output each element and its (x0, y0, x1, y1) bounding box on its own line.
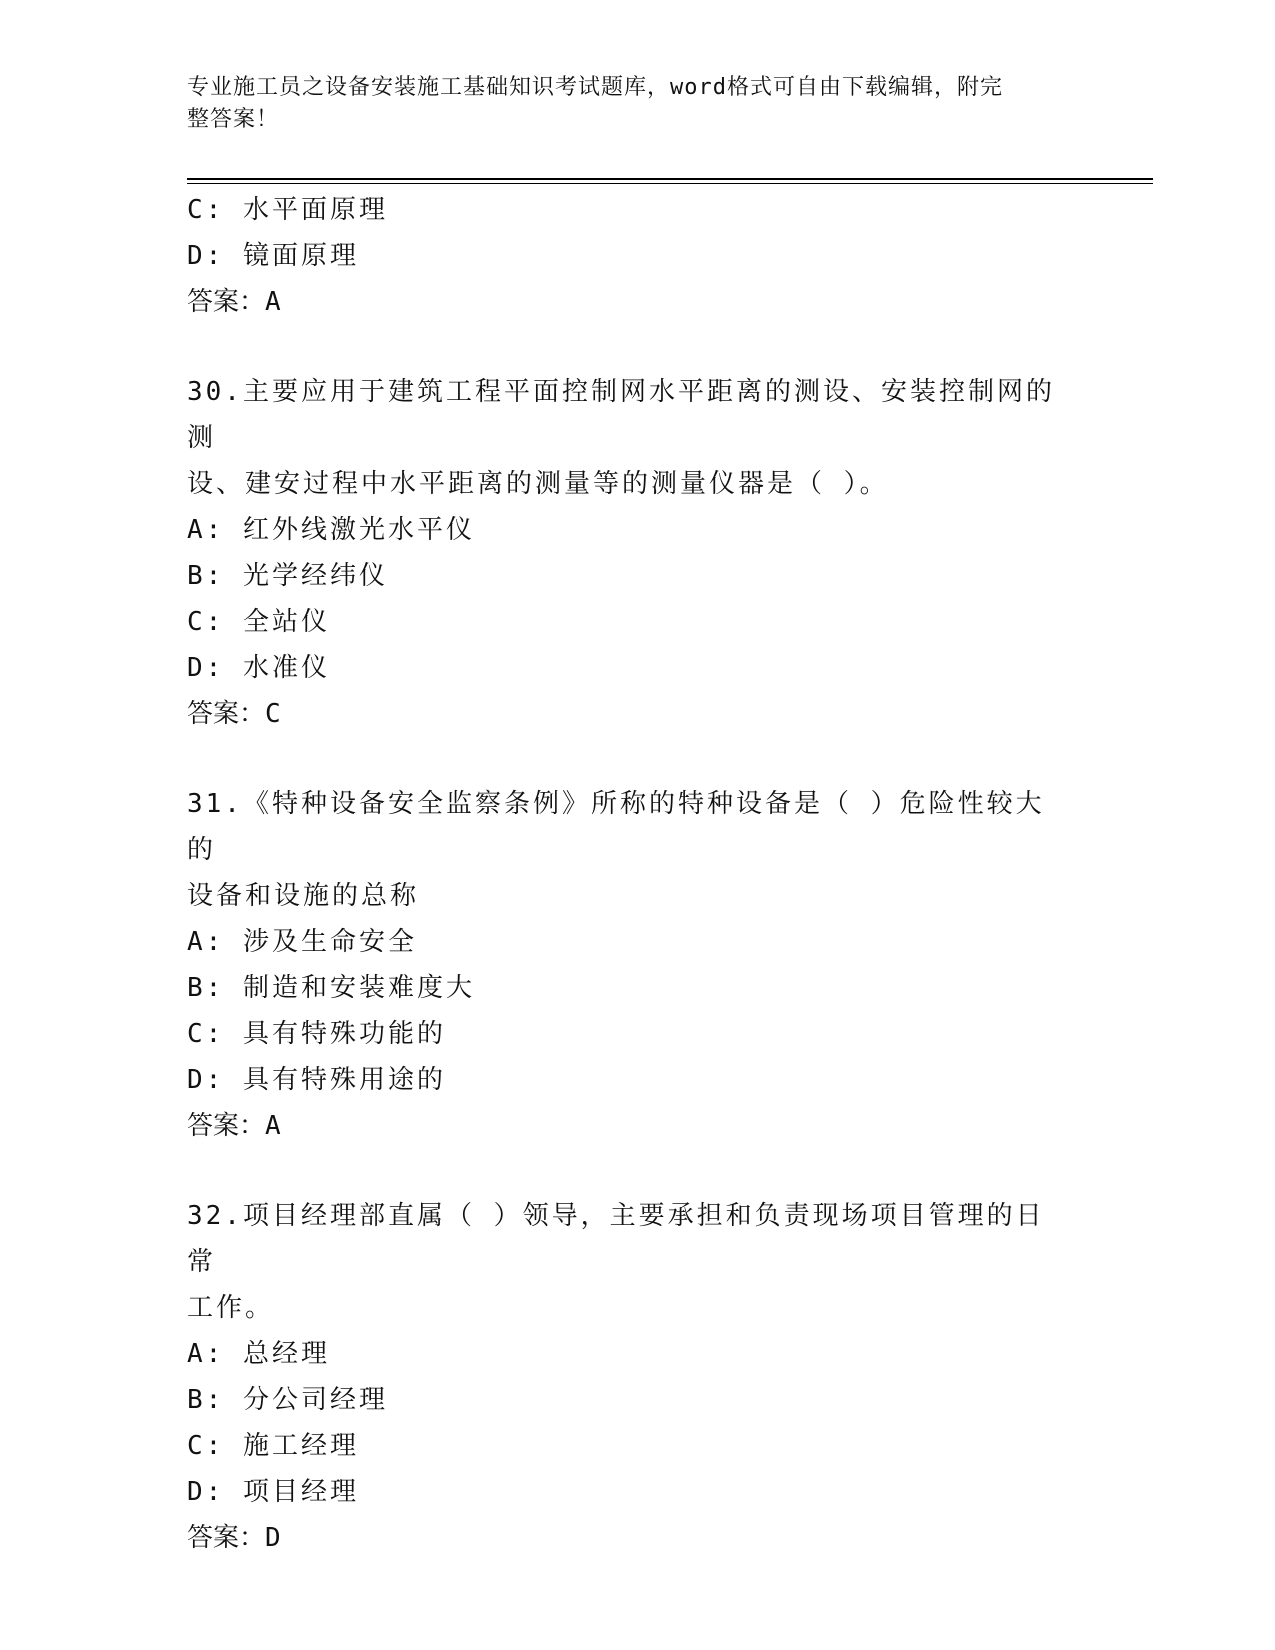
question-stem (187, 369, 1067, 507)
question-stem-line: 设备和设施的总称 (187, 881, 420, 911)
option-text: 施工经理 (242, 1431, 359, 1461)
answer-value: C (265, 699, 284, 729)
answer-label: 答案： (187, 1111, 266, 1141)
option-key: D: (187, 1065, 225, 1095)
question-list (187, 187, 1087, 1561)
header-divider-thick (187, 178, 1153, 180)
question-stem-line: 设、建安过程中水平距离的测量等的测量仪器是（ ）。 (187, 469, 889, 499)
option-text: 制造和安装难度大 (242, 973, 475, 1003)
option-text: 涉及生命安全 (242, 927, 417, 957)
previous-question-tail (187, 187, 1087, 325)
option-key: B: (187, 973, 225, 1003)
option-text: 分公司经理 (242, 1385, 388, 1415)
answer-line (187, 691, 1087, 737)
question-30 (187, 369, 1087, 737)
question-stem-line: 31.《特种设备安全监察条例》所称的特种设备是（ ）危险性较大的 (187, 789, 1045, 865)
option-key: C: (187, 607, 225, 637)
header-divider-thin (187, 183, 1153, 184)
option-key: C: (187, 1431, 225, 1461)
answer-value: A (265, 287, 284, 317)
answer-value: D (265, 1523, 284, 1553)
option-c (187, 1011, 1087, 1057)
answer-label: 答案： (187, 287, 266, 317)
question-32 (187, 1193, 1087, 1561)
option-text: 水准仪 (242, 653, 330, 683)
option-c (187, 187, 1087, 233)
option-text: 镜面原理 (242, 241, 359, 271)
header-line-2: 整答案！ (187, 107, 280, 132)
option-a (187, 919, 1087, 965)
option-text: 全站仪 (242, 607, 330, 637)
answer-label: 答案： (187, 699, 266, 729)
question-stem-line: 30.主要应用于建筑工程平面控制网水平距离的测设、安装控制网的测 (187, 377, 1055, 453)
answer-label: 答案： (187, 1523, 266, 1553)
option-key: A: (187, 515, 225, 545)
option-b (187, 553, 1087, 599)
option-key: C: (187, 1019, 225, 1049)
option-b (187, 1377, 1087, 1423)
option-c (187, 1423, 1087, 1469)
option-key: A: (187, 927, 225, 957)
document-header (187, 72, 1077, 136)
option-d (187, 1469, 1087, 1515)
option-text: 总经理 (242, 1339, 330, 1369)
header-line-1: 专业施工员之设备安装施工基础知识考试题库，word格式可自由下载编辑，附完 (187, 75, 1003, 100)
answer-line (187, 279, 1087, 325)
option-a (187, 507, 1087, 553)
question-stem-line: 32.项目经理部直属（ ）领导，主要承担和负责现场项目管理的日常 (187, 1201, 1045, 1277)
option-text: 具有特殊用途的 (242, 1065, 446, 1095)
option-key: D: (187, 1477, 225, 1507)
option-text: 具有特殊功能的 (242, 1019, 446, 1049)
answer-line (187, 1515, 1087, 1561)
option-key: D: (187, 241, 225, 271)
option-d (187, 1057, 1087, 1103)
option-d (187, 233, 1087, 279)
question-stem-line: 工作。 (187, 1293, 275, 1323)
option-key: C: (187, 195, 225, 225)
option-text: 项目经理 (242, 1477, 359, 1507)
answer-line (187, 1103, 1087, 1149)
option-key: A: (187, 1339, 225, 1369)
option-b (187, 965, 1087, 1011)
option-key: B: (187, 561, 225, 591)
question-stem (187, 1193, 1067, 1331)
option-c (187, 599, 1087, 645)
question-31 (187, 781, 1087, 1149)
answer-value: A (265, 1111, 284, 1141)
option-key: B: (187, 1385, 225, 1415)
option-text: 水平面原理 (242, 195, 388, 225)
question-stem (187, 781, 1067, 919)
option-key: D: (187, 653, 225, 683)
option-text: 红外线激光水平仪 (242, 515, 475, 545)
option-text: 光学经纬仪 (242, 561, 388, 591)
option-a (187, 1331, 1087, 1377)
option-d (187, 645, 1087, 691)
